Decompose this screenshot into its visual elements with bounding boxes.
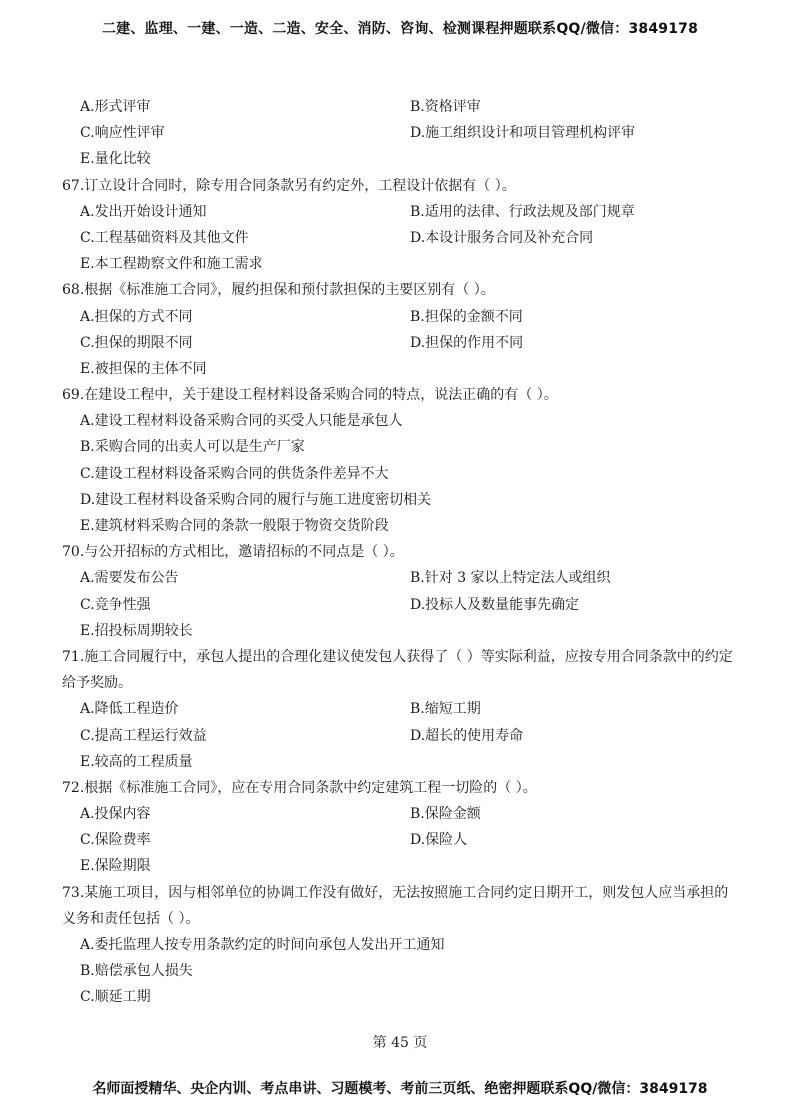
q71-option-e: E.较高的工程质量 [80, 753, 193, 770]
q72-stem: 72.根据《标准施工合同》，应在专用合同条款中约定建筑工程一切险的（ ）。 [62, 779, 537, 796]
q69-stem: 69.在建设工程中，关于建设工程材料设备采购合同的特点，说法正确的有（ ）。 [62, 387, 558, 404]
q72-option-a: A.投保内容 [80, 806, 151, 823]
q66-option-d: D.施工组织设计和项目管理机构评审 [410, 125, 636, 142]
q67-option-b: B.适用的法律、行政法规及部门规章 [410, 203, 635, 220]
q71-option-a: A.降低工程造价 [80, 701, 179, 718]
q68-stem: 68.根据《标准施工合同》，履约担保和预付款担保的主要区别有（ ）。 [62, 282, 495, 299]
q67-option-e: E.本工程勘察文件和施工需求 [80, 256, 263, 273]
q72-option-b: B.保险金额 [410, 806, 481, 823]
q71-options-ab [62, 696, 742, 722]
q69-option-c: C.建设工程材料设备采购合同的供货条件差异不大 [80, 465, 389, 482]
q66-options-cd [62, 120, 742, 146]
q68-option-a: A.担保的方式不同 [80, 308, 193, 325]
q70-options-ab [62, 565, 742, 591]
footer-ad: 名师面授精华、央企内训、考点串讲、习题模考、考前三页纸、绝密押题联系QQ/微信：3849178 [92, 1081, 708, 1097]
q73-stem: 73.某施工项目，因与相邻单位的协调工作没有做好，无法按照施工合同约定日期开工，则发包人应当承担的义务和责任包括（ ）。 [62, 884, 729, 927]
page-number: 第 45 页 [372, 1035, 428, 1051]
q70-option-b: B.针对 3 家以上特定法人或组织 [410, 570, 611, 587]
q67-option-a: A.发出开始设计通知 [80, 203, 207, 220]
q68-option-e: E.被担保的主体不同 [80, 360, 207, 377]
q71-options-cd [62, 723, 742, 749]
q69-option-e: E.建筑材料采购合同的条款一般限于物资交货阶段 [80, 518, 389, 534]
q66-option-a: A.形式评审 [80, 99, 151, 115]
q71-option-d: D.超长的使用寿命 [410, 727, 524, 744]
q69-option-a: A.建设工程材料设备采购合同的买受人只能是承包人 [80, 413, 403, 430]
q70-stem: 70.与公开招标的方式相比，邀请招标的不同点是（ ）。 [62, 544, 404, 561]
q73-option-a: A.委托监理人按专用条款约定的时间向承包人发出开工通知 [80, 937, 445, 954]
q67-options-cd [62, 225, 742, 251]
q71-option-c: C.提高工程运行效益 [80, 727, 207, 744]
q70-options-cd [62, 592, 742, 618]
q66-option-e: E.量化比较 [80, 151, 151, 168]
q66-option-c: C.响应性评审 [80, 125, 165, 142]
q71-option-b: B.缩短工期 [410, 701, 481, 718]
q73-option-c: C.顺延工期 [80, 989, 151, 1006]
q72-option-d: D.保险人 [410, 832, 468, 849]
header-ad: 二建、监理、一建、一造、二造、安全、消防、咨询、检测课程押题联系QQ/微信：3849178 [101, 21, 699, 37]
q72-option-e: E.保险期限 [80, 858, 151, 875]
q68-options-ab [62, 304, 742, 330]
q70-option-a: A.需要发布公告 [80, 570, 179, 587]
q68-option-d: D.担保的作用不同 [410, 334, 524, 351]
q72-options-ab [62, 801, 742, 827]
q72-options-cd [62, 827, 742, 853]
q70-option-c: C.竞争性强 [80, 596, 151, 613]
q68-option-b: B.担保的金额不同 [410, 308, 523, 325]
q66-option-b: B.资格评审 [410, 99, 481, 115]
q67-options-ab [62, 199, 742, 225]
q71-stem: 71.施工合同履行中，承包人提出的合理化建议使发包人获得了（ ）等实际利益，应按专用合同条款中的约定给予奖励。 [62, 648, 733, 692]
q73-option-b: B.赔偿承包人损失 [80, 963, 193, 980]
q69-option-d: D.建设工程材料设备采购合同的履行与施工进度密切相关 [80, 491, 432, 508]
q70-option-e: E.招投标周期较长 [80, 622, 193, 639]
q70-option-d: D.投标人及数量能事先确定 [410, 596, 580, 613]
q67-option-d: D.本设计服务合同及补充合同 [410, 229, 594, 246]
q67-stem: 67.订立设计合同时，除专用合同条款另有约定外，工程设计依据有（ ）。 [62, 177, 516, 194]
q69-option-b: B.采购合同的出卖人可以是生产厂家 [80, 439, 305, 456]
q72-option-c: C.保险费率 [80, 832, 151, 849]
question-content [62, 94, 742, 1011]
q67-option-c: C.工程基础资料及其他文件 [80, 229, 249, 246]
q68-option-c: C.担保的期限不同 [80, 334, 193, 351]
q68-options-cd [62, 330, 742, 356]
q66-options-ab [62, 94, 742, 120]
